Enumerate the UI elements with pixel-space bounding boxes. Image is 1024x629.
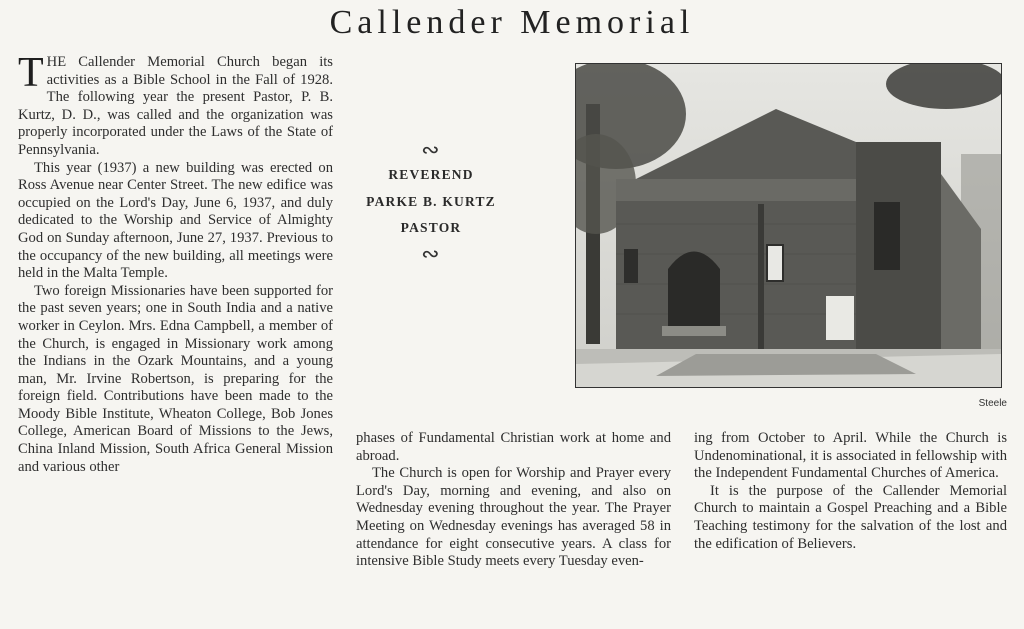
church-photo [575,63,1002,388]
text-column-left [18,50,333,476]
text-column-right [694,430,1007,553]
text-column-middle [356,430,671,571]
paragraph-fundamental-work: phases of Fundamental Christian work at home and abroad. [356,430,671,464]
paragraph-worship-schedule: The Church is open for Worship and Prayer every Lord's Day, morning and evening, and also on Wednesday evening throughout the year. The Prayer Meeting on Wednesday evenings has averaged 58 in attendance for eight consecutive years. A class for intensive Bible Study meets every Tuesday even- [356,465,671,570]
page-title: Callender Memorial [329,4,695,41]
paragraph-intro [18,50,333,160]
pastor-name: PARKE B. KURTZ [366,193,496,209]
paragraph-fellowship: ing from October to April. While the Church is Undenominational, it is associated in fellowship with the Independent Fundamental Churches of America. [694,430,1007,482]
church-building-photo-icon [576,64,1001,387]
pastor-caption [348,138,514,266]
drop-cap: T [18,50,44,96]
ornament-icon: ∾ [421,137,441,162]
pastor-title: REVEREND [388,167,474,182]
pastor-role: PASTOR [400,220,462,235]
paragraph-intro-text: HE Callender Memorial Church began its activities as a Bible School in the Fall of 1928. The following year the present Pastor, P. B. Kurtz, D. D., was called and the organization was properly incorporated under the Laws of the State of Pennsylvania. [18,54,333,158]
ornament-icon: ∾ [421,240,441,266]
paragraph-new-building: This year (1937) a new building was erected on Ross Avenue near Center Street. The new edifice was occupied on the Lord's Day, June 6, 1937, and duly dedicated to the Worship and Service of Almighty God on Sunday afternoon, June 27, 1937. Previous to the occupancy of the new building, all meetings were held in the Malta Temple. [18,159,333,282]
paragraph-missionaries: Two foreign Missionaries have been supported for the past seven years; one in South India and a native worker in Ceylon. Mrs. Edna Campbell, a member of the Church, is engaged in Missionary work among the Indians in the Ozark Mountains, and a young man, Mr. Irvine Robertson, is preparing for the foreign field. Contributions have been made to the Moody Bible Institute, Wheaton College, Bob Jones College, American Board of Missions to the Jews, China Inland Mission, South Africa General Mission and various other [18,282,333,475]
photo-credit: Steele [978,398,1007,409]
paragraph-purpose: It is the purpose of the Callender Memorial Church to maintain a Gospel Preaching and a Bible Teaching testimony for the salvation of the lost and the edification of Believers. [694,482,1007,552]
